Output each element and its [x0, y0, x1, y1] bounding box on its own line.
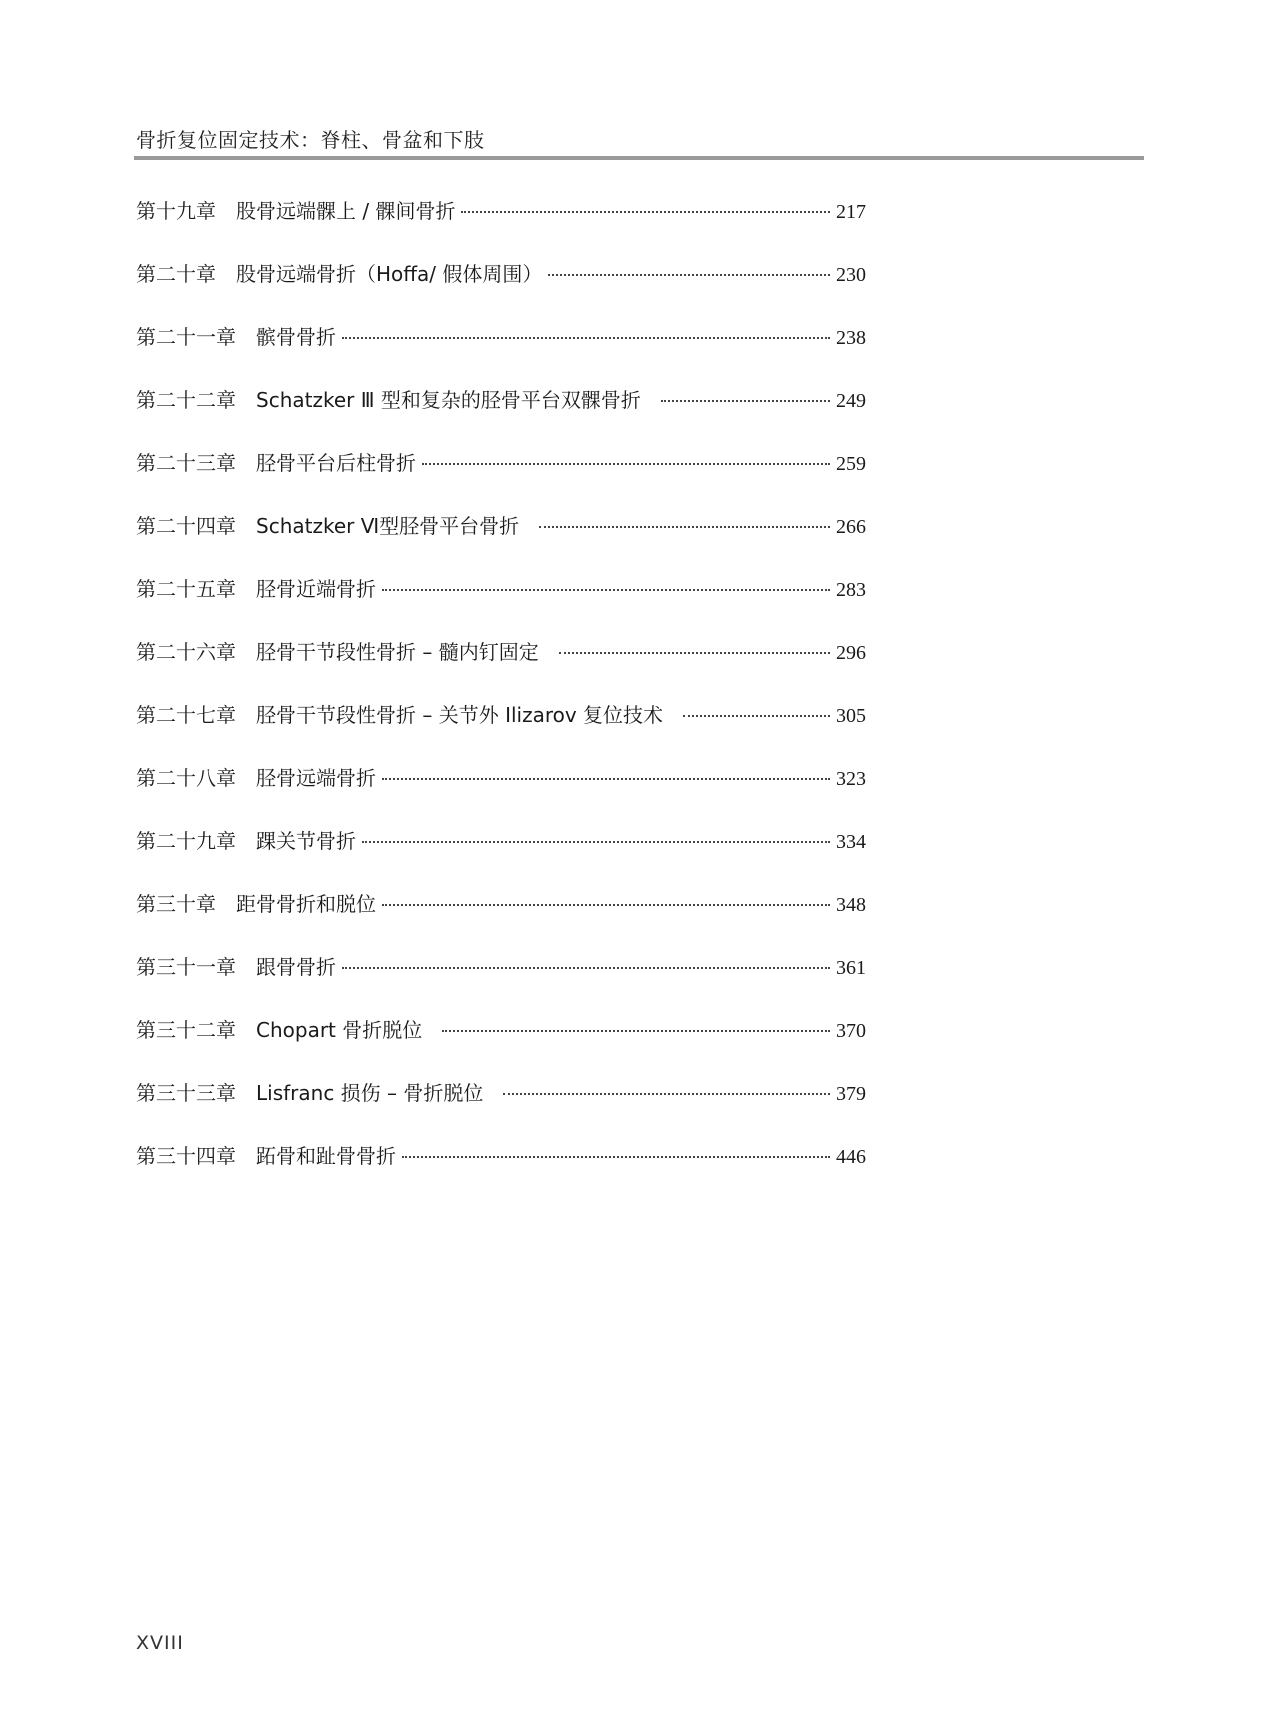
page-number: 370	[836, 1020, 866, 1042]
chapter-number: 第二十二章	[136, 388, 236, 412]
chapter-number: 第二十三章	[136, 451, 236, 475]
page-number: 238	[836, 327, 866, 349]
toc-entry[interactable]	[136, 699, 866, 762]
chapter-title: 股骨远端骨折（Hoffa/ 假体周围）	[236, 262, 543, 286]
dot-leader	[382, 904, 830, 906]
dot-leader	[382, 589, 830, 591]
chapter-title: 胫骨干节段性骨折 – 髓内钉固定	[256, 640, 539, 664]
page-number: 323	[836, 768, 866, 790]
page-number: 361	[836, 957, 866, 979]
toc-entry[interactable]	[136, 447, 866, 510]
page-number: 217	[836, 201, 866, 223]
page-number: 249	[836, 390, 866, 412]
chapter-title: 距骨骨折和脱位	[236, 892, 376, 916]
chapter-title: 胫骨干节段性骨折 – 关节外 Ilizarov 复位技术	[256, 703, 664, 727]
dot-leader	[342, 967, 830, 969]
dot-leader	[683, 715, 830, 717]
dot-leader	[342, 337, 830, 339]
page-number: 283	[836, 579, 866, 601]
chapter-number: 第二十七章	[136, 703, 236, 727]
chapter-number: 第三十一章	[136, 955, 236, 979]
page-number: 305	[836, 705, 866, 727]
chapter-number: 第二十六章	[136, 640, 236, 664]
chapter-number: 第三十三章	[136, 1081, 236, 1105]
running-header: 骨折复位固定技术：脊柱、骨盆和下肢	[136, 128, 485, 152]
chapter-number: 第三十二章	[136, 1018, 236, 1042]
dot-leader	[503, 1093, 830, 1095]
table-of-contents	[136, 195, 866, 1203]
toc-entry[interactable]	[136, 321, 866, 384]
page-number: 334	[836, 831, 866, 853]
dot-leader	[539, 526, 830, 528]
chapter-title: 股骨远端髁上 / 髁间骨折	[236, 199, 456, 223]
toc-entry[interactable]	[136, 510, 866, 573]
chapter-number: 第二十章	[136, 262, 216, 286]
dot-leader	[382, 778, 830, 780]
toc-entry[interactable]	[136, 258, 866, 321]
page-number: 446	[836, 1146, 866, 1168]
toc-entry[interactable]	[136, 573, 866, 636]
toc-entry[interactable]	[136, 636, 866, 699]
chapter-number: 第十九章	[136, 199, 216, 223]
toc-entry[interactable]	[136, 762, 866, 825]
chapter-title: Schatzker Ⅵ型胫骨平台骨折	[256, 514, 520, 538]
chapter-title: 跟骨骨折	[256, 955, 336, 979]
toc-entry[interactable]	[136, 951, 866, 1014]
dot-leader	[548, 274, 830, 276]
dot-leader	[422, 463, 830, 465]
toc-entry[interactable]	[136, 1077, 866, 1140]
page-number: 296	[836, 642, 866, 664]
page-number: 348	[836, 894, 866, 916]
chapter-title: 胫骨近端骨折	[256, 577, 376, 601]
toc-entry[interactable]	[136, 888, 866, 951]
chapter-title: Lisfranc 损伤 – 骨折脱位	[256, 1081, 484, 1105]
chapter-title: Chopart 骨折脱位	[256, 1018, 423, 1042]
chapter-title: 髌骨骨折	[256, 325, 336, 349]
dot-leader	[362, 841, 830, 843]
page-number: 230	[836, 264, 866, 286]
dot-leader	[461, 211, 830, 213]
chapter-number: 第二十四章	[136, 514, 236, 538]
chapter-title: 胫骨远端骨折	[256, 766, 376, 790]
toc-entry[interactable]	[136, 825, 866, 888]
toc-entry[interactable]	[136, 384, 866, 447]
chapter-number: 第二十九章	[136, 829, 236, 853]
toc-entry[interactable]	[136, 1014, 866, 1077]
chapter-number: 第二十一章	[136, 325, 236, 349]
chapter-title: 跖骨和趾骨骨折	[256, 1144, 396, 1168]
page-number: 266	[836, 516, 866, 538]
chapter-number: 第三十章	[136, 892, 216, 916]
header-rule	[134, 156, 1144, 160]
dot-leader	[442, 1030, 830, 1032]
chapter-title: 胫骨平台后柱骨折	[256, 451, 416, 475]
chapter-number: 第三十四章	[136, 1144, 236, 1168]
toc-entry[interactable]	[136, 1140, 866, 1203]
chapter-title: 踝关节骨折	[256, 829, 356, 853]
chapter-number: 第二十八章	[136, 766, 236, 790]
chapter-title: Schatzker Ⅲ 型和复杂的胫骨平台双髁骨折	[256, 388, 641, 412]
dot-leader	[661, 400, 830, 402]
toc-entry[interactable]	[136, 195, 866, 258]
chapter-number: 第二十五章	[136, 577, 236, 601]
page-number: 379	[836, 1083, 866, 1105]
dot-leader	[559, 652, 830, 654]
page-number: 259	[836, 453, 866, 475]
page-folio: XVIII	[136, 1632, 184, 1654]
dot-leader	[402, 1156, 830, 1158]
